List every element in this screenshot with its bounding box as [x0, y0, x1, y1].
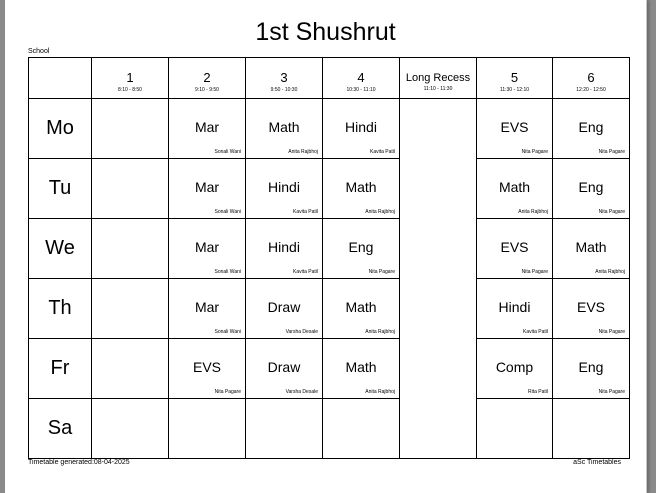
teacher-label: Sonali Wani: [214, 149, 241, 155]
subject-label: EVS: [192, 359, 221, 375]
lesson-cell: [246, 219, 323, 279]
day-cell: [29, 159, 92, 219]
period-time: 11:10 - 11:30: [423, 86, 453, 92]
lesson-cell: [246, 339, 323, 399]
period-number: 5: [510, 70, 519, 85]
lesson-cell: [246, 159, 323, 219]
subject-label: Comp: [495, 359, 534, 375]
teacher-label: Kavita Patil: [369, 149, 395, 155]
teacher-label: Nita Pagare: [214, 389, 241, 395]
day-row: [29, 339, 630, 399]
teacher-label: Anita Rajbhoj: [518, 209, 548, 215]
lesson-cell: [92, 279, 169, 339]
subject-label: Mar: [194, 179, 220, 195]
lesson-cell: [246, 99, 323, 159]
lesson-cell: [323, 159, 400, 219]
subject-label: Hindi: [268, 239, 300, 255]
school-label: School: [28, 48, 50, 55]
subject-label: Eng: [578, 119, 604, 135]
day-name: We: [45, 237, 75, 259]
lesson-cell: [477, 279, 553, 339]
corner-cell: [29, 58, 92, 99]
timetable-grid: [28, 57, 630, 459]
subject-label: Math: [575, 239, 607, 255]
generated-date: Timetable generated:08-04-2025: [28, 459, 130, 466]
subject-label: Hindi: [268, 179, 300, 195]
day-cell: [29, 219, 92, 279]
lesson-cell: [553, 219, 630, 279]
lesson-cell: [553, 159, 630, 219]
teacher-label: Nita Pagare: [521, 269, 548, 275]
timetable-page: [5, 0, 647, 493]
day-name: Th: [48, 297, 72, 319]
lesson-cell: [169, 219, 246, 279]
page-title: 1st Shushrut: [255, 18, 396, 46]
lesson-cell: [553, 339, 630, 399]
period-time: 11:30 - 12:10: [499, 87, 530, 93]
day-name: Tu: [48, 177, 72, 199]
subject-label: Math: [498, 179, 531, 195]
period-number: 2: [203, 70, 211, 85]
teacher-label: Anita Rajbhoj: [365, 209, 395, 215]
recess-header: [400, 58, 477, 99]
period-time: 10:30 - 11:10: [346, 87, 376, 93]
lesson-cell: [92, 159, 169, 219]
teacher-label: Nita Pagare: [598, 149, 625, 155]
period-number: 3: [280, 70, 288, 85]
subject-label: Eng: [348, 239, 374, 255]
subject-label: EVS: [576, 299, 605, 315]
lesson-cell: [92, 399, 169, 459]
lesson-cell: [169, 99, 246, 159]
period-time: 9:50 - 10:30: [270, 87, 298, 93]
subject-label: Math: [345, 299, 377, 315]
lesson-cell: [169, 339, 246, 399]
day-row: [29, 99, 630, 159]
recess-column: [400, 99, 477, 459]
brand-label: aSc Timetables: [573, 459, 621, 466]
subject-label: Mar: [194, 119, 220, 135]
teacher-label: Anita Rajbhoj: [288, 149, 318, 155]
teacher-label: Rita Patil: [527, 389, 548, 395]
teacher-label: Sonali Wani: [214, 269, 241, 275]
lesson-cell: [553, 279, 630, 339]
period-header-5: [477, 58, 553, 99]
teacher-label: Sonali Wani: [214, 209, 241, 215]
lesson-cell: [477, 99, 553, 159]
period-number: 4: [357, 70, 365, 85]
teacher-label: Anita Rajbhoj: [595, 269, 625, 275]
lesson-cell: [323, 219, 400, 279]
lesson-cell: [323, 399, 400, 459]
period-header-2: [169, 58, 246, 99]
teacher-label: Varsha Desale: [285, 389, 318, 395]
lesson-cell: [477, 159, 553, 219]
teacher-label: Nita Pagare: [598, 329, 625, 335]
day-cell: [29, 339, 92, 399]
day-cell: [29, 279, 92, 339]
day-row: [29, 399, 630, 459]
period-header-row: [29, 58, 630, 99]
subject-label: EVS: [500, 119, 529, 135]
lesson-cell: [553, 99, 630, 159]
lesson-cell: [477, 339, 553, 399]
recess-label: Long Recess: [405, 72, 471, 84]
day-name: Fr: [50, 357, 70, 379]
lesson-cell: [477, 219, 553, 279]
lesson-cell: [246, 399, 323, 459]
period-header-3: [246, 58, 323, 99]
teacher-label: Nita Pagare: [598, 209, 625, 215]
day-name: Mo: [46, 117, 74, 139]
subject-label: Hindi: [498, 299, 531, 315]
day-row: [29, 279, 630, 339]
subject-label: EVS: [500, 239, 529, 255]
period-header-4: [323, 58, 400, 99]
subject-label: Eng: [578, 359, 604, 375]
subject-label: Math: [345, 359, 377, 375]
period-number: 6: [587, 70, 595, 85]
day-cell: [29, 399, 92, 459]
subject-label: Mar: [194, 299, 220, 315]
lesson-cell: [92, 339, 169, 399]
lesson-cell: [323, 339, 400, 399]
teacher-label: Sonali Wani: [214, 329, 241, 335]
teacher-label: Nita Pagare: [368, 269, 395, 275]
period-time: 12:20 - 12:50: [576, 87, 606, 93]
lesson-cell: [323, 279, 400, 339]
teacher-label: Varsha Desale: [285, 329, 318, 335]
subject-label: Mar: [194, 239, 220, 255]
subject-label: Draw: [267, 299, 301, 315]
subject-label: Hindi: [345, 119, 377, 135]
day-row: [29, 219, 630, 279]
subject-label: Math: [345, 179, 377, 195]
period-header-1: [92, 58, 169, 99]
lesson-cell: [323, 99, 400, 159]
day-row: [29, 159, 630, 219]
lesson-cell: [92, 99, 169, 159]
period-time: 8:10 - 8:50: [118, 87, 142, 93]
lesson-cell: [169, 159, 246, 219]
day-cell: [29, 99, 92, 159]
lesson-cell: [92, 219, 169, 279]
day-name: Sa: [47, 417, 73, 439]
lesson-cell: [246, 279, 323, 339]
lesson-cell: [169, 279, 246, 339]
teacher-label: Nita Pagare: [521, 149, 548, 155]
teacher-label: Kavita Patil: [522, 329, 548, 335]
teacher-label: Anita Rajbhoj: [365, 329, 395, 335]
teacher-label: Kavita Patil: [292, 269, 318, 275]
teacher-label: Nita Pagare: [598, 389, 625, 395]
period-time: 9:10 - 9:50: [195, 87, 219, 93]
lesson-cell: [553, 399, 630, 459]
subject-label: Eng: [578, 179, 604, 195]
teacher-label: Kavita Patil: [292, 209, 318, 215]
period-number: 1: [126, 70, 134, 85]
period-header-6: [553, 58, 630, 99]
subject-label: Math: [268, 119, 300, 135]
lesson-cell: [477, 399, 553, 459]
teacher-label: Anita Rajbhoj: [365, 389, 395, 395]
lesson-cell: [169, 399, 246, 459]
subject-label: Draw: [267, 359, 301, 375]
